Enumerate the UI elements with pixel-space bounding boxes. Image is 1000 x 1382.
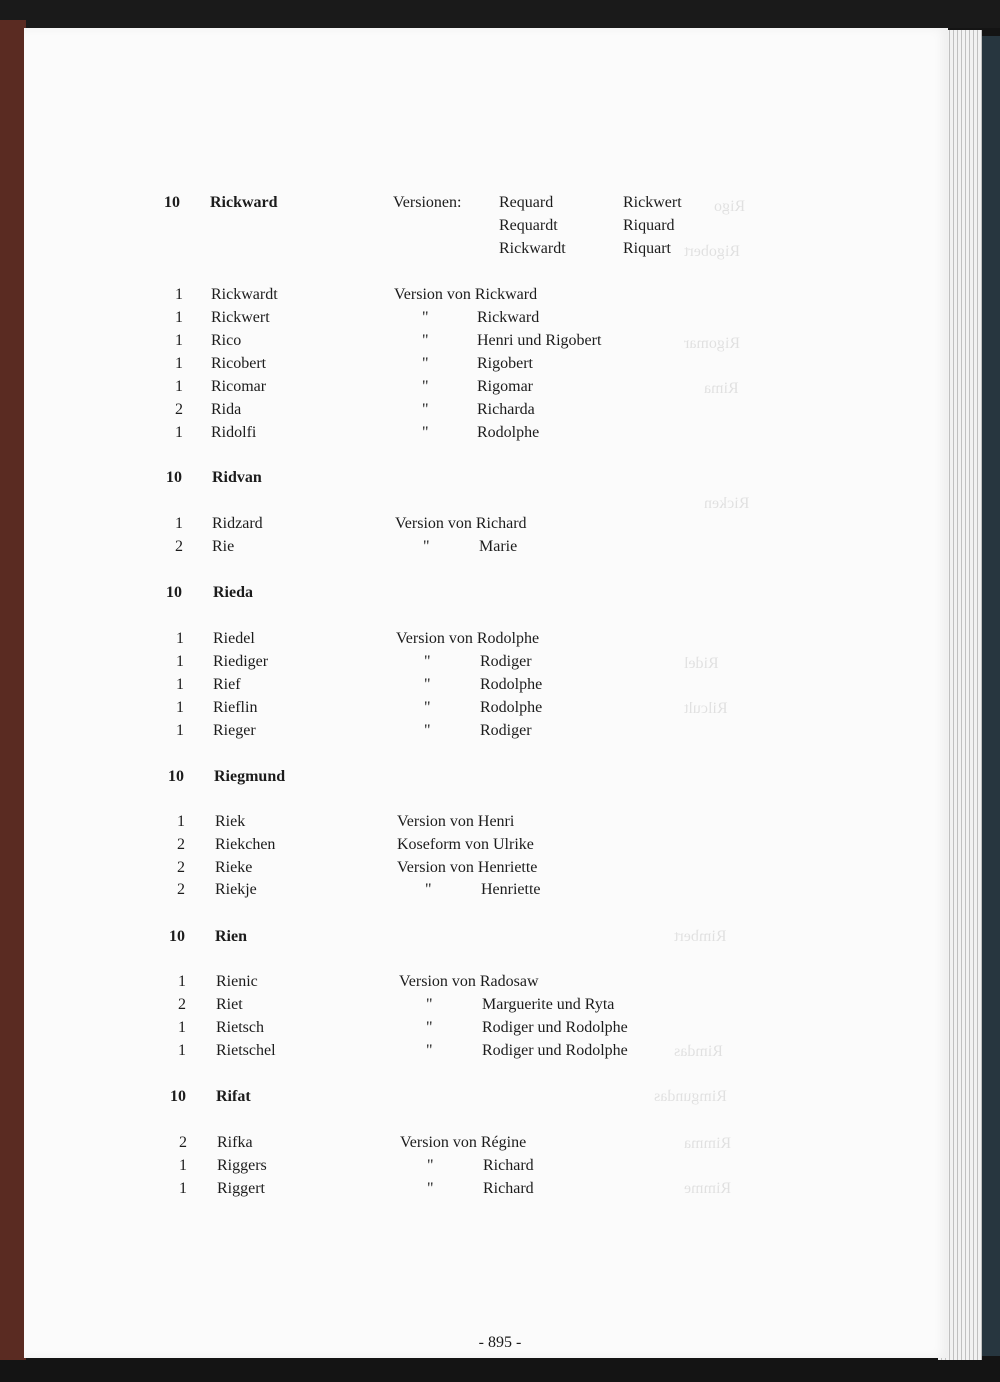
versions-label: Versionen: (393, 194, 462, 211)
entry-name: Riediger (213, 653, 269, 670)
version-name: Rickwert (623, 194, 682, 211)
entry-count: 1 (176, 699, 184, 716)
entry-count: 1 (175, 424, 183, 441)
entry-row (0, 1017, 1000, 1039)
entry-description: Version von Richard (395, 515, 527, 532)
ditto-mark: " (422, 378, 429, 395)
entry-row (0, 513, 1000, 535)
entry-count: 1 (175, 355, 183, 372)
ditto-mark: " (422, 355, 429, 372)
ditto-mark: " (424, 653, 431, 670)
entry-row (0, 628, 1000, 650)
entry-reference: Rickward (477, 309, 540, 326)
entry-name: Rieger (213, 722, 256, 739)
entry-row (0, 422, 1000, 444)
entry-name: Rieda (213, 584, 253, 601)
entry-name: Rieflin (213, 699, 258, 716)
entry-name: Rickwardt (211, 286, 278, 303)
entry-name: Rie (212, 538, 235, 555)
entry-row (0, 376, 1000, 398)
ditto-mark: " (425, 881, 432, 898)
entry-name: Rico (211, 332, 242, 349)
entry-count: 10 (166, 584, 182, 601)
entry-reference: Henri und Rigobert (477, 332, 602, 349)
entry-name: Ridzard (212, 515, 263, 532)
entry-name: Riggert (217, 1180, 265, 1197)
entry-count: 2 (175, 401, 183, 418)
version-name: Riquart (623, 240, 671, 257)
entry-name: Riek (215, 813, 246, 830)
entry-row (0, 926, 1000, 948)
entry-count: 1 (175, 332, 183, 349)
entry-row (0, 1132, 1000, 1154)
entry-count: 1 (176, 722, 184, 739)
entry-row (0, 353, 1000, 375)
entry-count: 2 (177, 859, 185, 876)
ditto-mark: " (422, 309, 429, 326)
entry-count: 10 (170, 1088, 186, 1105)
page-number: - 895 - (478, 1334, 522, 1351)
entry-count: 1 (175, 378, 183, 395)
entry-name: Rifka (217, 1134, 253, 1151)
entry-name: Rietschel (216, 1042, 276, 1059)
entry-reference: Richard (483, 1157, 534, 1174)
entry-count: 1 (176, 630, 184, 647)
entry-reference: Richarda (477, 401, 535, 418)
entry-count: 2 (175, 538, 183, 555)
entry-row (0, 766, 1000, 788)
entry-count: 2 (178, 996, 186, 1013)
entry-reference: Richard (483, 1180, 534, 1197)
entry-description: Version von Régine (400, 1134, 527, 1151)
entry-name: Rien (215, 928, 247, 945)
ditto-mark: " (427, 1157, 434, 1174)
entry-row (0, 1086, 1000, 1108)
entry-count: 1 (175, 286, 183, 303)
ditto-mark: " (422, 401, 429, 418)
entry-count: 2 (177, 836, 185, 853)
entry-count: 1 (179, 1180, 187, 1197)
entry-count: 10 (169, 928, 185, 945)
entry-reference: Rodiger und Rodolphe (482, 1019, 628, 1036)
entry-reference: Rodiger und Rodolphe (482, 1042, 628, 1059)
entry-name: Rieke (215, 859, 253, 876)
entry-row (0, 697, 1000, 719)
entry-row (0, 720, 1000, 742)
entry-count: 1 (178, 973, 186, 990)
entry-name: Riggers (217, 1157, 267, 1174)
entry-count: 1 (175, 309, 183, 326)
entry-name: Riekje (215, 881, 257, 898)
entry-reference: Rigobert (477, 355, 533, 372)
entry-name: Ridolfi (211, 424, 257, 441)
entry-count: 1 (178, 1042, 186, 1059)
entry-count: 1 (176, 653, 184, 670)
entry-row (0, 582, 1000, 604)
entry-count: 1 (177, 813, 185, 830)
entry-name: Rifat (216, 1088, 251, 1105)
entry-row (0, 307, 1000, 329)
ditto-mark: " (426, 1019, 433, 1036)
entry-count: 1 (176, 676, 184, 693)
version-name: Riquard (623, 217, 675, 234)
entry-description: Version von Henriette (397, 859, 538, 876)
entry-description: Version von Rodolphe (396, 630, 540, 647)
entry-name: Rickwert (211, 309, 270, 326)
ditto-mark: " (422, 424, 429, 441)
entry-count: 10 (164, 194, 180, 211)
entry-row (0, 330, 1000, 352)
entry-row (0, 811, 1000, 833)
entry-row (0, 1178, 1000, 1200)
versions-row (0, 238, 1000, 260)
entry-count: 10 (168, 768, 184, 785)
entry-row (0, 284, 1000, 306)
entry-row (0, 834, 1000, 856)
background-top (0, 0, 1000, 28)
entry-description: Koseform von Ulrike (397, 836, 534, 853)
ditto-mark: " (424, 722, 431, 739)
entry-row (0, 651, 1000, 673)
entry-description: Version von Henri (397, 813, 515, 830)
entry-name: Rickward (210, 194, 278, 211)
entry-name: Rietsch (216, 1019, 264, 1036)
ditto-mark: " (424, 699, 431, 716)
entry-row (0, 1155, 1000, 1177)
entry-name: Rienic (216, 973, 258, 990)
entry-row (0, 857, 1000, 879)
entry-count: 1 (178, 1019, 186, 1036)
entry-row (0, 399, 1000, 421)
entry-name: Rida (211, 401, 242, 418)
entry-reference: Rodiger (480, 653, 532, 670)
entry-name: Rief (213, 676, 241, 693)
ditto-mark: " (427, 1180, 434, 1197)
ditto-mark: " (426, 1042, 433, 1059)
entry-row (0, 971, 1000, 993)
entry-reference: Rodiger (480, 722, 532, 739)
bleed-through: Rigo Rigobert Rigomar Rima Ricken Ridel Rilcult Rimbert Rimdas Rimgundas Rimma Rimme (654, 198, 750, 1197)
version-name: Requard (499, 194, 554, 211)
entry-row (0, 1040, 1000, 1062)
entry-name: Riegmund (214, 768, 286, 785)
entry-name: Riekchen (215, 836, 276, 853)
entry-row (0, 879, 1000, 901)
entry-row (0, 674, 1000, 696)
version-name: Rickwardt (499, 240, 566, 257)
entry-name: Ricomar (211, 378, 267, 395)
entry-reference: Rodolphe (480, 676, 543, 693)
entry-row (0, 994, 1000, 1016)
entry-name: Ridvan (212, 469, 262, 486)
ditto-mark: " (422, 332, 429, 349)
entry-row (0, 467, 1000, 489)
versions-row (0, 215, 1000, 237)
entry-count: 1 (175, 515, 183, 532)
entry-row (0, 192, 1000, 214)
entry-reference: Marie (479, 538, 518, 555)
entry-reference: Marguerite und Ryta (482, 996, 615, 1013)
ditto-mark: " (426, 996, 433, 1013)
entry-count: 1 (179, 1157, 187, 1174)
entry-row (0, 536, 1000, 558)
entry-reference: Rigomar (477, 378, 533, 395)
entry-description: Version von Radosaw (399, 973, 539, 990)
entry-name: Riet (216, 996, 243, 1013)
entry-count: 10 (166, 469, 182, 486)
entry-count: 2 (177, 881, 185, 898)
entry-reference: Rodolphe (477, 424, 540, 441)
entry-name: Riedel (213, 630, 255, 647)
entry-reference: Henriette (481, 881, 541, 898)
ditto-mark: " (424, 676, 431, 693)
version-name: Requardt (499, 217, 558, 234)
entry-name: Ricobert (211, 355, 267, 372)
entry-reference: Rodolphe (480, 699, 543, 716)
entry-count: 2 (179, 1134, 187, 1151)
entry-description: Version von Rickward (394, 286, 538, 303)
ditto-mark: " (423, 538, 430, 555)
